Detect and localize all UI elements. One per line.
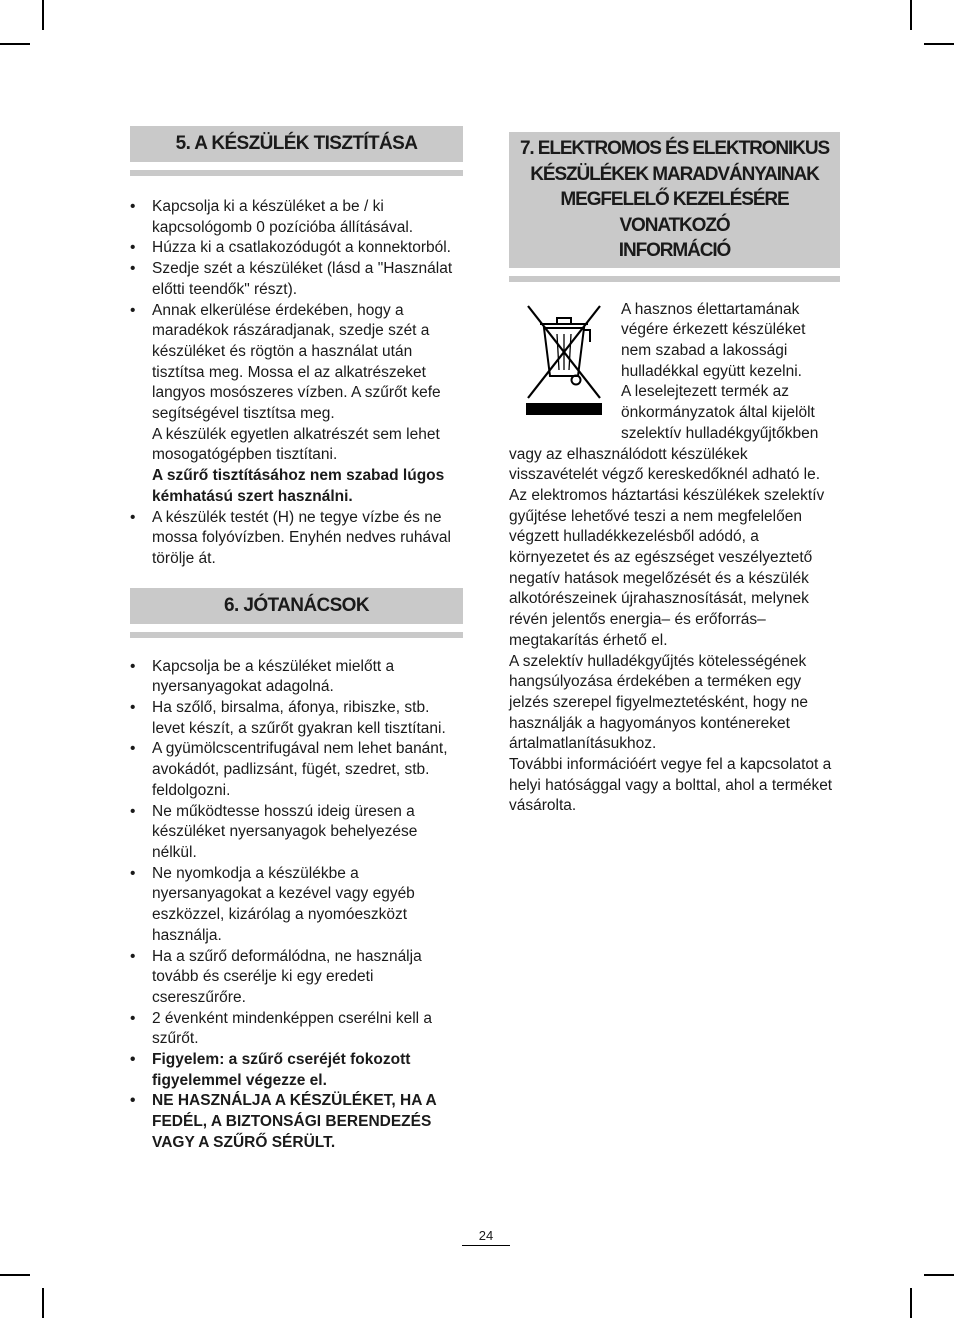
crop-mark bbox=[42, 0, 44, 30]
section-7-heading-line: MEGFELELŐ KEZELÉSÉRE VONATKOZÓ bbox=[560, 189, 789, 236]
section-5-heading: 5. A KÉSZÜLÉK TISZTÍTÁSA bbox=[130, 126, 463, 162]
list-item: • Kapcsolja be a készüléket mielőtt a nyersanyagokat adagolná. bbox=[130, 657, 463, 698]
list-item: • NE HASZNÁLJA A KÉSZÜLÉKET, HA A FEDÉL, A BIZTONSÁGI BERENDEZÉS VAGY A SZŰRŐ SÉRÜLT. bbox=[130, 1091, 463, 1153]
section-7-paragraph-3: További információért vegye fel a kapcsolatot a helyi hatósággal vagy a bolttal, ahol a terméket vásárolta. bbox=[509, 756, 833, 815]
list-item: • Ha szőlő, birsalma, áfonya, ribiszke, stb. levet készít, a szűrőt gyakran kell tisztítani. bbox=[130, 698, 463, 739]
crop-mark bbox=[924, 43, 954, 45]
section-7-heading-line: KÉSZÜLÉKEK MARADVÁNYAINAK bbox=[530, 163, 819, 185]
section-6-rule bbox=[130, 632, 463, 638]
crossed-out-wheelie-bin-icon bbox=[524, 300, 604, 415]
weee-intro-text: A hasznos élettartamának végére érkezett készüléket nem szabad a lakossági hulladékkal együtt kezelni. A leselejtezett termék az önkormányzatok által kijelölt szelektív hulladékgyűjtőkben bbox=[621, 300, 819, 442]
list-item: • Annak elkerülése érdekében, hogy a maradékok rászáradjanak, szedje szét a készüléket és rögtön a használat után tisztítsa meg. Mossa el az alkatrészeket langyos mosószeres vízben. A szűrőt kefe segítségével tisztítsa meg. A készülék egyetlen alkatrészét sem lehet mosogatógépben tisztítani. A szűrő tisztításához nem szabad lúgos kémhatású szert használni. bbox=[130, 301, 463, 508]
section-7-heading-line: 7. ELEKTROMOS ÉS ELEKTRONIKUS bbox=[519, 138, 830, 159]
left-column bbox=[130, 126, 463, 1154]
list-item: • Szedje szét a készüléket (lásd a "Használat előtti teendők" részt). bbox=[130, 259, 463, 300]
crop-mark bbox=[0, 1274, 30, 1276]
list-item: • A gyümölcscentrifugával nem lehet banánt, avokádót, padlizsánt, fügét, szedret, stb. feldolgozni. bbox=[130, 739, 463, 801]
right-column bbox=[509, 132, 840, 817]
crop-mark bbox=[0, 43, 30, 45]
crop-mark bbox=[924, 1274, 954, 1276]
list-item: • Húzza ki a csatlakozódugót a konnektorból. bbox=[130, 238, 463, 259]
list-item: • Kapcsolja ki a készüléket a be / ki kapcsológomb 0 pozícióba állításával. bbox=[130, 197, 463, 238]
weee-block bbox=[509, 300, 840, 447]
crop-mark bbox=[42, 1288, 44, 1318]
section-7-paragraph-1: vagy az elhasználódott készülékek visszavételét végző kereskedőknél adható le. Az elektromos háztartási készülékek szelektív gyűjtése lehetővé teszi a nem megfelelően végzett hulladékkezelésből adódó, a környezetet és az egészséget veszélyeztető negatív hatások megelőzését és a készülék alkotórészeinek újrahasznosítását, melynek révén jelentős energia– és erőforrás– megtakarítás érhető el. bbox=[509, 445, 825, 649]
section-7-paragraph-2: A szelektív hulladékgyűjtés kötelességének hangsúlyozása érdekében a terméken egy jelzés szerepel figyelmeztetésként, hogy ne használják a hagyományos konténereket ártalmatlanításukhoz. bbox=[509, 652, 808, 753]
list-item: • Ha a szűrő deformálódna, ne használja tovább és cserélje ki egy eredeti csereszűrőre. bbox=[130, 947, 463, 1009]
list-item: • A készülék testét (H) ne tegye vízbe és ne mossa folyóvízben. Enyhén nedves ruhával törölje át. bbox=[130, 508, 463, 570]
section-7-rule bbox=[509, 276, 840, 282]
section-5-rule bbox=[130, 170, 463, 176]
list-item: • Ne nyomkodja a készülékbe a nyersanyagokat a kezével vagy egyéb eszközzel, kizárólag a nyomóeszközt használja. bbox=[130, 864, 463, 947]
section-7-heading bbox=[509, 132, 840, 268]
crop-mark bbox=[910, 0, 912, 30]
section-7-heading-line: INFORMÁCIÓ bbox=[618, 240, 731, 261]
section-5-list bbox=[130, 197, 463, 570]
crop-mark bbox=[910, 1288, 912, 1318]
section-6-heading: 6. JÓTANÁCSOK bbox=[130, 588, 463, 624]
list-item: • 2 évenként mindenképpen cserélni kell a szűrőt. bbox=[130, 1009, 463, 1050]
section-6-list bbox=[130, 657, 463, 1154]
list-item: • Ne működtesse hosszú ideig üresen a készüléket nyersanyagok behelyezése nélkül. bbox=[130, 802, 463, 864]
list-item: • Figyelem: a szűrő cseréjét fokozott figyelemmel végezze el. bbox=[130, 1050, 463, 1091]
page-number: 24 bbox=[462, 1228, 510, 1246]
